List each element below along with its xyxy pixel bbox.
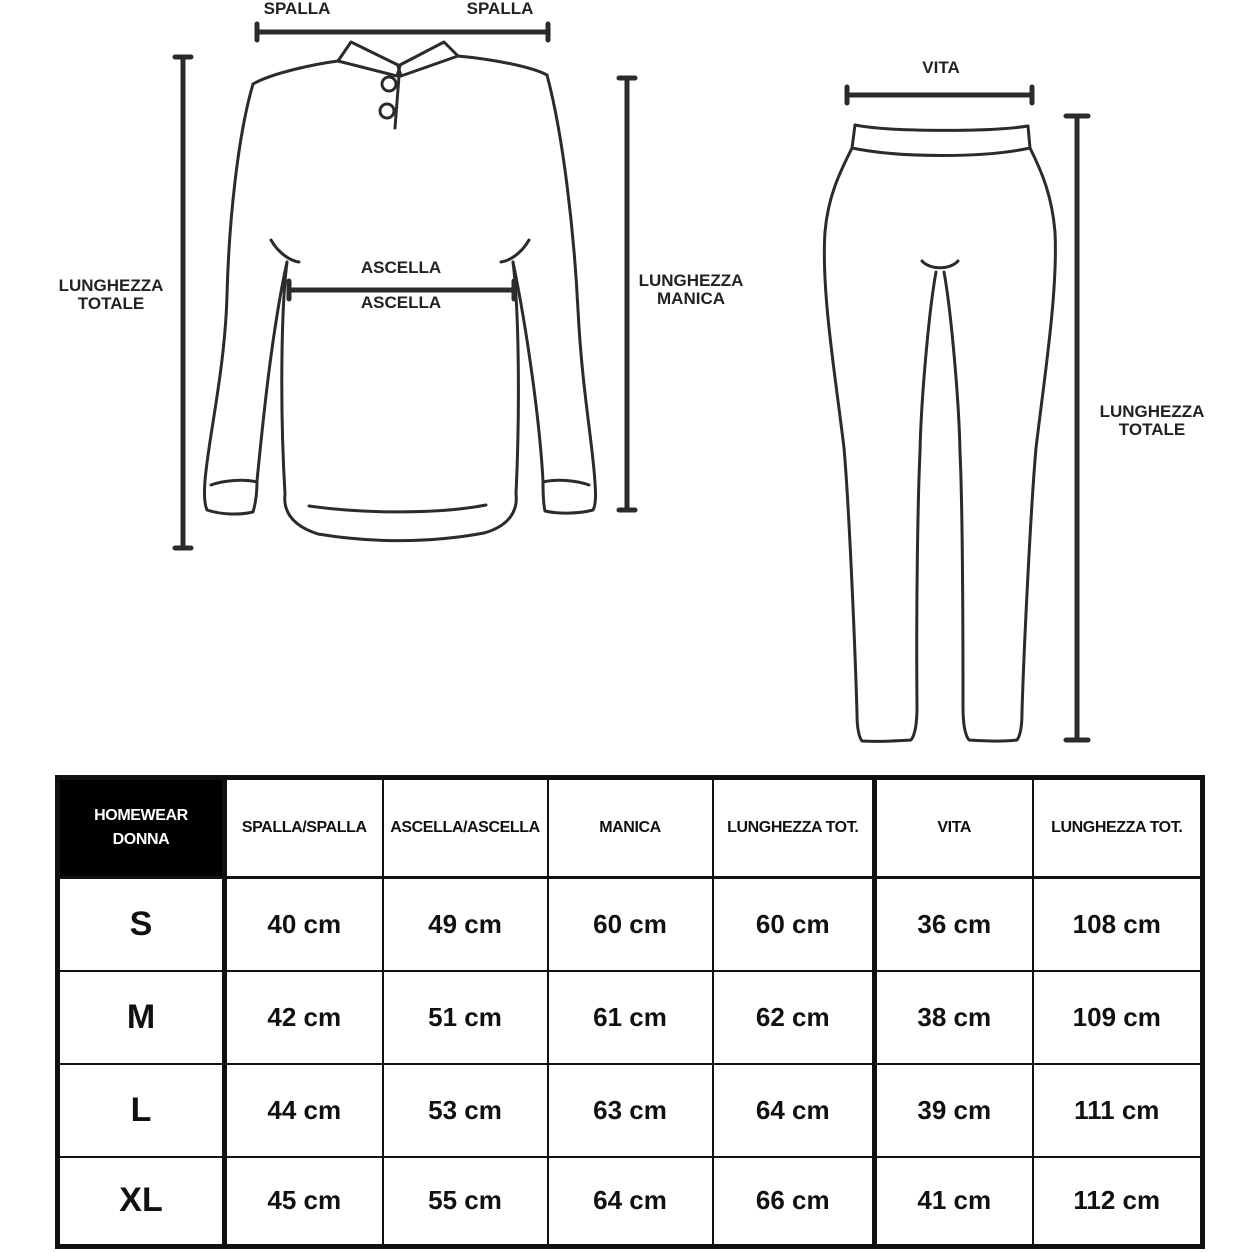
shoulder-measure-line — [257, 24, 548, 40]
cell-value: 36 cm — [875, 878, 1033, 971]
total-length-measure-line — [175, 57, 191, 548]
size-label: S — [58, 878, 225, 971]
header-homewear-donna: HOMEWEAR DONNA — [58, 778, 225, 878]
cell-value: 66 cm — [713, 1157, 875, 1247]
label-lunghezza-totale-shirt: LUNGHEZZA TOTALE — [58, 276, 164, 313]
cell-value: 42 cm — [225, 971, 383, 1064]
waist-measure-line — [847, 87, 1032, 103]
cell-value: 44 cm — [225, 1064, 383, 1157]
pants-measure-lines — [847, 87, 1088, 740]
table-header-row — [58, 778, 1203, 878]
label-lunghezza-totale-pants: LUNGHEZZA TOTALE — [1099, 402, 1205, 439]
table-row-l — [58, 1064, 1203, 1157]
cell-value: 40 cm — [225, 878, 383, 971]
cell-value: 45 cm — [225, 1157, 383, 1247]
pants-length-measure-line — [1066, 116, 1088, 740]
cell-value: 53 cm — [383, 1064, 548, 1157]
cell-value: 112 cm — [1033, 1157, 1203, 1247]
cell-value: 61 cm — [548, 971, 713, 1064]
label-spalla-right: SPALLA — [466, 0, 534, 18]
size-label: XL — [58, 1157, 225, 1247]
cell-value: 51 cm — [383, 971, 548, 1064]
header-lunghezza-tot-pants: LUNGHEZZA TOT. — [1033, 778, 1203, 878]
size-table-container — [55, 775, 1205, 1249]
cell-value: 38 cm — [875, 971, 1033, 1064]
label-ascella-bottom: ASCELLA — [360, 293, 442, 312]
header-ascella-ascella: ASCELLA/ASCELLA — [383, 778, 548, 878]
table-row-xl — [58, 1157, 1203, 1247]
cell-value: 62 cm — [713, 971, 875, 1064]
cell-value: 41 cm — [875, 1157, 1033, 1247]
cell-value: 60 cm — [713, 878, 875, 971]
cell-value: 111 cm — [1033, 1064, 1203, 1157]
label-spalla-left: SPALLA — [263, 0, 331, 18]
cell-value: 109 cm — [1033, 971, 1203, 1064]
table-row-s — [58, 878, 1203, 971]
size-label: L — [58, 1064, 225, 1157]
cell-value: 64 cm — [548, 1157, 713, 1247]
cell-value: 49 cm — [383, 878, 548, 971]
header-manica: MANICA — [548, 778, 713, 878]
label-ascella-top: ASCELLA — [360, 258, 442, 277]
cell-value: 55 cm — [383, 1157, 548, 1247]
shirt-measure-lines — [175, 24, 635, 548]
label-lunghezza-manica: LUNGHEZZA MANICA — [638, 271, 744, 308]
label-vita: VITA — [922, 58, 960, 77]
cell-value: 64 cm — [713, 1064, 875, 1157]
size-label: M — [58, 971, 225, 1064]
cell-value: 60 cm — [548, 878, 713, 971]
header-vita: VITA — [875, 778, 1033, 878]
pants-outline-drawing — [824, 125, 1055, 741]
size-table — [55, 775, 1205, 1249]
cell-value: 39 cm — [875, 1064, 1033, 1157]
header-spalla-spalla: SPALLA/SPALLA — [225, 778, 383, 878]
cell-value: 108 cm — [1033, 878, 1203, 971]
cell-value: 63 cm — [548, 1064, 713, 1157]
header-lunghezza-tot-shirt: LUNGHEZZA TOT. — [713, 778, 875, 878]
table-row-m — [58, 971, 1203, 1064]
